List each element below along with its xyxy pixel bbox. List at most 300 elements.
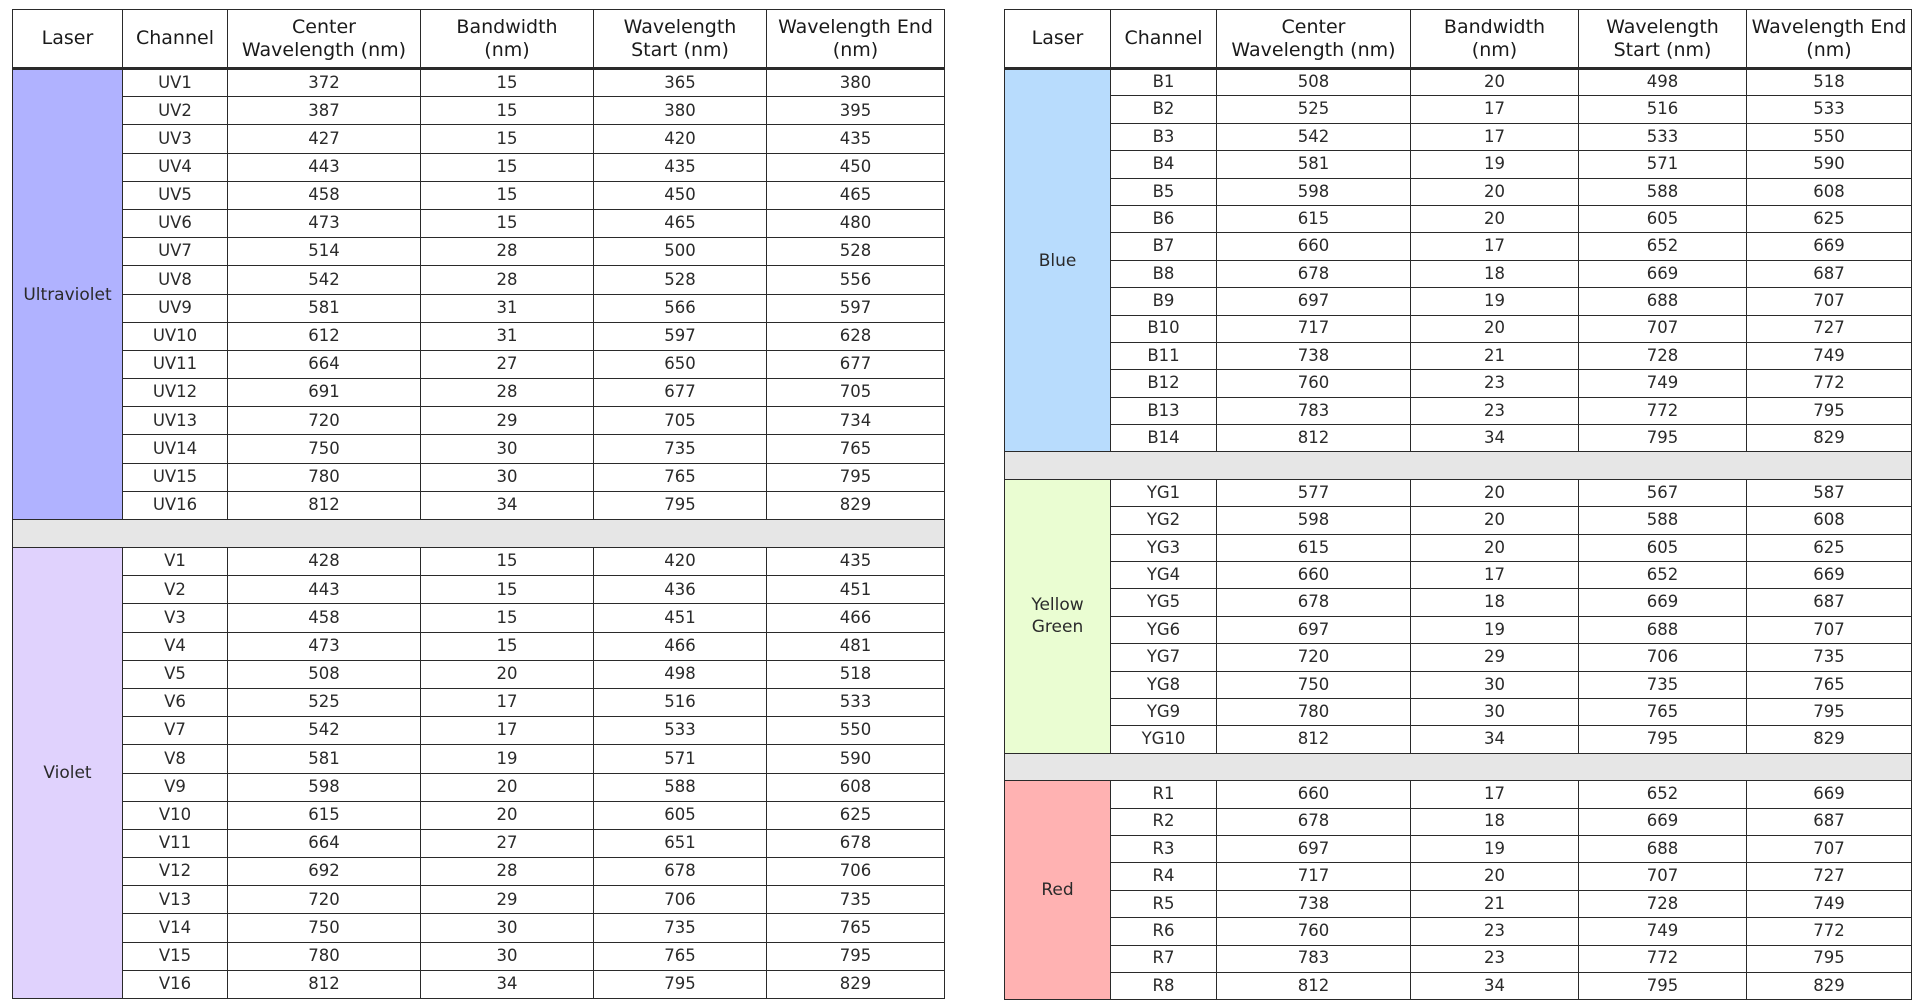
table-row [1005,151,1912,178]
center-wavelength-cell: 581 [1217,151,1411,178]
wavelength-end-cell: 533 [767,688,945,716]
center-wavelength-cell: 750 [228,435,421,463]
table-row [1005,507,1912,534]
wavelength-end-cell: 435 [767,125,945,153]
wavelength-start-cell: 588 [1579,507,1747,534]
channel-cell: UV9 [123,294,228,322]
wavelength-start-cell: 707 [1579,315,1747,342]
center-wavelength-cell: 660 [1217,562,1411,589]
center-wavelength-cell: 660 [1217,233,1411,260]
channel-cell: UV7 [123,238,228,266]
bandwidth-cell: 15 [421,181,594,209]
center-wavelength-cell: 598 [1217,507,1411,534]
wavelength-start-cell: 567 [1579,479,1747,506]
wavelength-end-cell: 550 [1747,123,1912,150]
bandwidth-cell: 15 [421,576,594,604]
right-channel-table [1004,9,1912,1000]
table-row [1005,671,1912,698]
channel-cell: B11 [1111,342,1217,369]
bandwidth-cell: 21 [1411,342,1579,369]
laser-cell [13,69,123,520]
wavelength-end-cell: 628 [767,322,945,350]
table-row [13,801,945,829]
channel-cell: YG5 [1111,589,1217,616]
channel-cell: YG1 [1111,479,1217,506]
center-wavelength-cell: 760 [1217,918,1411,945]
bandwidth-cell: 17 [1411,96,1579,123]
wavelength-start-cell: 669 [1579,260,1747,287]
bandwidth-cell: 29 [1411,644,1579,671]
channel-cell: V8 [123,745,228,773]
wavelength-end-cell: 829 [1747,972,1912,999]
center-wavelength-cell: 812 [228,970,421,998]
laser-label: Yellow Green [1031,595,1084,638]
bandwidth-cell: 30 [421,463,594,491]
bandwidth-cell: 15 [421,153,594,181]
table-row [13,660,945,688]
wavelength-start-cell: 451 [594,604,767,632]
table-row [1005,534,1912,561]
channel-cell: R2 [1111,808,1217,835]
wavelength-end-cell: 705 [767,379,945,407]
laser-cell [1005,781,1111,1000]
channel-cell: YG10 [1111,726,1217,753]
wavelength-end-cell: 481 [767,632,945,660]
channel-cell: UV16 [123,491,228,519]
wavelength-start-cell: 588 [1579,178,1747,205]
channel-cell: UV1 [123,69,228,97]
bandwidth-cell: 30 [421,942,594,970]
channel-cell: B7 [1111,233,1217,260]
wavelength-start-cell: 516 [1579,96,1747,123]
table-row [13,745,945,773]
wavelength-start-cell: 795 [1579,972,1747,999]
wavelength-start-cell: 765 [1579,698,1747,725]
wavelength-end-cell: 734 [767,407,945,435]
channel-cell: V5 [123,660,228,688]
wavelength-end-cell: 587 [1747,479,1912,506]
channel-cell: UV15 [123,463,228,491]
wavelength-start-cell: 677 [594,379,767,407]
bandwidth-cell: 28 [421,266,594,294]
channel-cell: B13 [1111,397,1217,424]
center-wavelength-cell: 443 [228,153,421,181]
wavelength-end-cell: 707 [1747,616,1912,643]
wavelength-start-cell: 420 [594,548,767,576]
channel-cell: UV6 [123,209,228,237]
channel-cell: B6 [1111,205,1217,232]
group-separator [13,520,945,548]
center-wavelength-header: Center Wavelength (nm) [228,10,421,69]
wavelength-end-cell: 395 [767,97,945,125]
bandwidth-cell: 34 [421,970,594,998]
channel-cell: YG7 [1111,644,1217,671]
channel-header: Channel [123,10,228,69]
table-row [13,970,945,998]
wavelength-end-cell: 707 [1747,835,1912,862]
channel-cell: B9 [1111,288,1217,315]
wavelength-start-cell: 688 [1579,616,1747,643]
channel-cell: YG9 [1111,698,1217,725]
channel-cell: R6 [1111,918,1217,945]
table-row [1005,589,1912,616]
channel-cell: YG8 [1111,671,1217,698]
channel-cell: B5 [1111,178,1217,205]
bandwidth-cell: 20 [421,773,594,801]
center-wavelength-cell: 678 [1217,260,1411,287]
bandwidth-cell: 15 [421,209,594,237]
wavelength-end-cell: 706 [767,858,945,886]
bandwidth-cell: 23 [1411,397,1579,424]
bandwidth-cell: 17 [421,688,594,716]
center-wavelength-cell: 697 [1217,616,1411,643]
wavelength-end-cell: 795 [1747,397,1912,424]
table-row [1005,233,1912,260]
table-row [1005,96,1912,123]
wavelength-end-cell: 829 [1747,726,1912,753]
wavelength-end-cell: 435 [767,548,945,576]
wavelength-end-cell: 533 [1747,96,1912,123]
wavelength-end-cell: 669 [1747,562,1912,589]
bandwidth-cell: 20 [1411,534,1579,561]
table-row [1005,945,1912,972]
wavelength-end-cell: 465 [767,181,945,209]
wavelength-start-cell: 795 [594,491,767,519]
channel-cell: V12 [123,858,228,886]
wavelength-end-cell: 749 [1747,342,1912,369]
table-row [13,125,945,153]
wavelength-end-header: Wavelength End (nm) [1747,10,1912,69]
laser-cell [13,548,123,999]
wavelength-start-cell: 688 [1579,288,1747,315]
bandwidth-cell: 19 [1411,835,1579,862]
separator-cell [13,520,945,548]
wavelength-end-cell: 625 [1747,205,1912,232]
bandwidth-cell: 31 [421,294,594,322]
wavelength-start-cell: 650 [594,350,767,378]
center-wavelength-cell: 514 [228,238,421,266]
center-wavelength-cell: 720 [228,407,421,435]
bandwidth-cell: 15 [421,97,594,125]
center-wavelength-cell: 717 [1217,315,1411,342]
bandwidth-cell: 23 [1411,918,1579,945]
laser-label: Ultraviolet [23,284,112,305]
center-wavelength-cell: 577 [1217,479,1411,506]
wavelength-end-cell: 669 [1747,233,1912,260]
channel-cell: V6 [123,688,228,716]
channel-cell: V15 [123,942,228,970]
table-row [13,379,945,407]
channel-cell: V13 [123,886,228,914]
center-wavelength-cell: 750 [1217,671,1411,698]
channel-cell: V3 [123,604,228,632]
wavelength-end-cell: 608 [1747,507,1912,534]
center-wavelength-cell: 428 [228,548,421,576]
bandwidth-cell: 34 [1411,425,1579,452]
table-row [1005,205,1912,232]
wavelength-start-cell: 651 [594,829,767,857]
table-row [13,858,945,886]
center-wavelength-header: Center Wavelength (nm) [1217,10,1411,69]
table-row [13,942,945,970]
channel-cell: YG4 [1111,562,1217,589]
table-row [1005,972,1912,999]
bandwidth-cell: 20 [1411,479,1579,506]
bandwidth-cell: 21 [1411,890,1579,917]
wavelength-end-cell: 556 [767,266,945,294]
center-wavelength-cell: 812 [1217,425,1411,452]
wavelength-start-cell: 688 [1579,835,1747,862]
channel-cell: V11 [123,829,228,857]
center-wavelength-cell: 615 [1217,205,1411,232]
table-row [13,576,945,604]
bandwidth-cell: 17 [1411,123,1579,150]
wavelength-end-cell: 608 [767,773,945,801]
channel-cell: UV5 [123,181,228,209]
center-wavelength-cell: 697 [1217,835,1411,862]
wavelength-end-cell: 590 [1747,151,1912,178]
table-row [13,209,945,237]
wavelength-start-cell: 705 [594,407,767,435]
center-wavelength-cell: 780 [228,463,421,491]
wavelength-start-cell: 498 [594,660,767,688]
wavelength-start-cell: 436 [594,576,767,604]
center-wavelength-cell: 697 [1217,288,1411,315]
bandwidth-cell: 27 [421,829,594,857]
channel-cell: UV3 [123,125,228,153]
wavelength-end-cell: 795 [1747,698,1912,725]
bandwidth-cell: 18 [1411,808,1579,835]
bandwidth-cell: 17 [1411,233,1579,260]
table-row [1005,616,1912,643]
table-row [13,548,945,576]
wavelength-start-cell: 706 [594,886,767,914]
table-row [13,886,945,914]
wavelength-start-cell: 652 [1579,781,1747,808]
bandwidth-cell: 15 [421,604,594,632]
channel-cell: B1 [1111,69,1217,96]
wavelength-start-cell: 765 [594,942,767,970]
bandwidth-cell: 20 [1411,315,1579,342]
wavelength-end-cell: 608 [1747,178,1912,205]
center-wavelength-cell: 473 [228,632,421,660]
wavelength-start-cell: 365 [594,69,767,97]
table-row [1005,698,1912,725]
wavelength-end-cell: 765 [1747,671,1912,698]
center-wavelength-cell: 717 [1217,863,1411,890]
table-row [1005,397,1912,424]
wavelength-end-cell: 795 [767,942,945,970]
wavelength-end-cell: 765 [767,914,945,942]
wavelength-start-cell: 678 [594,858,767,886]
wavelength-end-cell: 772 [1747,918,1912,945]
center-wavelength-cell: 542 [228,266,421,294]
center-wavelength-cell: 691 [228,379,421,407]
center-wavelength-cell: 692 [228,858,421,886]
wavelength-start-cell: 588 [594,773,767,801]
wavelength-end-cell: 727 [1747,863,1912,890]
center-wavelength-cell: 443 [228,576,421,604]
bandwidth-cell: 29 [421,886,594,914]
wavelength-start-cell: 533 [1579,123,1747,150]
center-wavelength-cell: 738 [1217,342,1411,369]
table-row [13,717,945,745]
left-channel-table [12,9,945,999]
bandwidth-header: Bandwidth (nm) [1411,10,1579,69]
bandwidth-cell: 30 [1411,698,1579,725]
table-row [1005,288,1912,315]
table-row [1005,370,1912,397]
wavelength-start-cell: 571 [1579,151,1747,178]
wavelength-start-cell: 706 [1579,644,1747,671]
wavelength-end-header: Wavelength End (nm) [767,10,945,69]
wavelength-end-cell: 829 [767,970,945,998]
table-row [1005,178,1912,205]
table-row [13,238,945,266]
wavelength-start-cell: 772 [1579,945,1747,972]
wavelength-start-cell: 450 [594,181,767,209]
channel-cell: YG3 [1111,534,1217,561]
channel-cell: V14 [123,914,228,942]
wavelength-end-cell: 528 [767,238,945,266]
channel-cell: UV13 [123,407,228,435]
wavelength-start-cell: 500 [594,238,767,266]
channel-cell: B12 [1111,370,1217,397]
center-wavelength-cell: 581 [228,745,421,773]
channel-cell: UV10 [123,322,228,350]
bandwidth-cell: 18 [1411,589,1579,616]
center-wavelength-cell: 720 [1217,644,1411,671]
table-row [1005,260,1912,287]
table-row [13,491,945,519]
laser-label: Blue [1038,250,1077,271]
center-wavelength-cell: 598 [228,773,421,801]
center-wavelength-cell: 780 [1217,698,1411,725]
wavelength-end-cell: 380 [767,69,945,97]
bandwidth-cell: 23 [1411,370,1579,397]
channel-cell: B14 [1111,425,1217,452]
bandwidth-cell: 27 [421,350,594,378]
channel-cell: B4 [1111,151,1217,178]
wavelength-start-cell: 652 [1579,233,1747,260]
center-wavelength-cell: 387 [228,97,421,125]
center-wavelength-cell: 812 [1217,972,1411,999]
table-row [1005,479,1912,506]
wavelength-start-cell: 795 [594,970,767,998]
bandwidth-cell: 20 [1411,507,1579,534]
wavelength-start-cell: 795 [1579,726,1747,753]
wavelength-start-cell: 772 [1579,397,1747,424]
center-wavelength-cell: 615 [228,801,421,829]
center-wavelength-cell: 678 [1217,808,1411,835]
center-wavelength-cell: 664 [228,829,421,857]
center-wavelength-cell: 812 [228,491,421,519]
channel-cell: R5 [1111,890,1217,917]
bandwidth-cell: 19 [1411,288,1579,315]
bandwidth-cell: 34 [1411,972,1579,999]
center-wavelength-cell: 372 [228,69,421,97]
table-row [1005,835,1912,862]
wavelength-end-cell: 687 [1747,808,1912,835]
bandwidth-cell: 23 [1411,945,1579,972]
bandwidth-cell: 20 [1411,863,1579,890]
laser-label: Red [1041,880,1074,901]
channel-cell: R1 [1111,781,1217,808]
table-row [1005,123,1912,150]
center-wavelength-cell: 660 [1217,781,1411,808]
group-separator [1005,452,1912,479]
wavelength-end-cell: 795 [1747,945,1912,972]
center-wavelength-cell: 427 [228,125,421,153]
table-row [13,322,945,350]
bandwidth-cell: 15 [421,125,594,153]
table-row [1005,781,1912,808]
laser-label: Violet [43,763,92,783]
bandwidth-header: Bandwidth (nm) [421,10,594,69]
center-wavelength-cell: 738 [1217,890,1411,917]
table-row [1005,726,1912,753]
wavelength-end-cell: 687 [1747,260,1912,287]
center-wavelength-cell: 598 [1217,178,1411,205]
table-row [13,914,945,942]
center-wavelength-cell: 525 [228,688,421,716]
wavelength-end-cell: 765 [767,435,945,463]
channel-cell: V1 [123,548,228,576]
table-row [1005,425,1912,452]
center-wavelength-cell: 458 [228,181,421,209]
table-row [13,97,945,125]
center-wavelength-cell: 458 [228,604,421,632]
center-wavelength-cell: 783 [1217,945,1411,972]
laser-cell [1005,69,1111,452]
channel-cell: B10 [1111,315,1217,342]
wavelength-end-cell: 550 [767,717,945,745]
wavelength-end-cell: 669 [1747,781,1912,808]
wavelength-start-cell: 498 [1579,69,1747,96]
channel-cell: V7 [123,717,228,745]
wavelength-start-cell: 516 [594,688,767,716]
center-wavelength-cell: 508 [1217,69,1411,96]
wavelength-end-cell: 480 [767,209,945,237]
table-row [13,773,945,801]
wavelength-end-cell: 677 [767,350,945,378]
center-wavelength-cell: 750 [228,914,421,942]
bandwidth-cell: 20 [421,801,594,829]
channel-cell: UV11 [123,350,228,378]
wavelength-end-cell: 590 [767,745,945,773]
wavelength-end-cell: 518 [767,660,945,688]
wavelength-end-cell: 451 [767,576,945,604]
separator-cell [1005,753,1912,780]
wavelength-start-cell: 420 [594,125,767,153]
bandwidth-cell: 18 [1411,260,1579,287]
center-wavelength-cell: 473 [228,209,421,237]
center-wavelength-cell: 760 [1217,370,1411,397]
table-row [13,181,945,209]
channel-cell: UV2 [123,97,228,125]
wavelength-end-cell: 450 [767,153,945,181]
table-row [1005,890,1912,917]
center-wavelength-cell: 542 [228,717,421,745]
wavelength-end-cell: 735 [767,886,945,914]
table-row [13,632,945,660]
table-row [13,463,945,491]
wavelength-start-cell: 707 [1579,863,1747,890]
table-row [13,266,945,294]
wavelength-start-cell: 728 [1579,890,1747,917]
table-row [1005,342,1912,369]
bandwidth-cell: 19 [421,745,594,773]
